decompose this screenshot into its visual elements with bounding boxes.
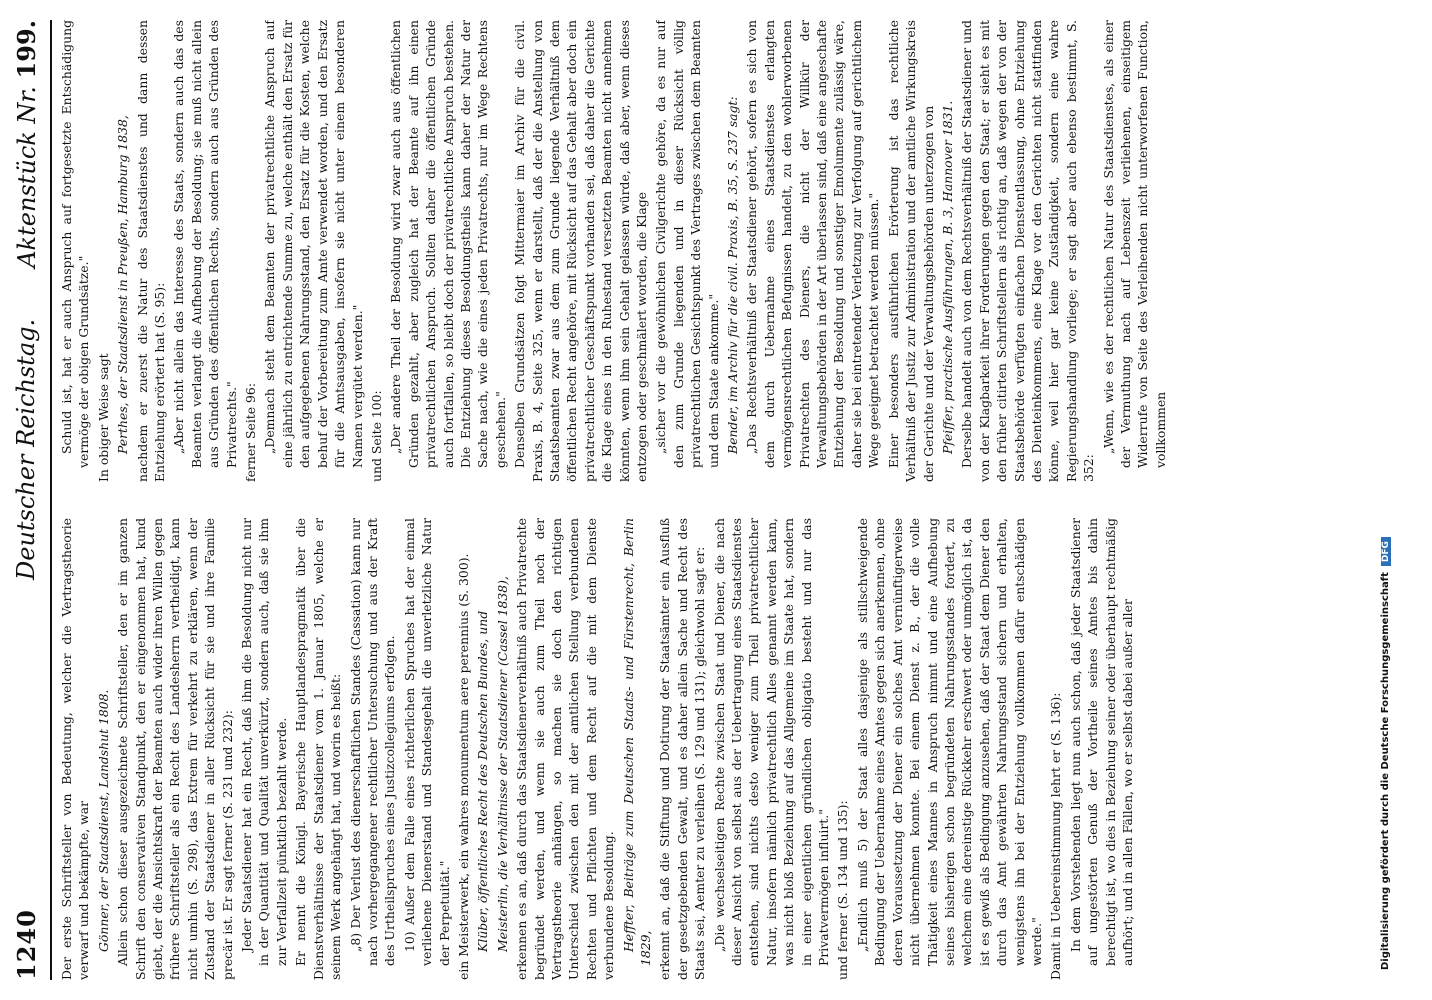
paragraph: Der erste Schriftsteller von Bedeutung, welcher die Vertragstheorie verwarf und bekämpfte, war (59, 518, 92, 980)
right-column (58, 20, 1394, 482)
quote: „Der andere Theil der Besoldung wird zwar auch aus öffentlichen Gründen gezahlt, aber zugleich hat der Beamte auf ihn einen privatrechtlichen Anspruch. Sollten daher die öffentlichen Gründe auch fortfallen, so bleibt doch der privatrechtliche Anspruch bestehen. Die Entziehung dieses Besoldungstheils kann daher der Natur der Sache nach, wie die eines jeden Privatrechts, nur im Wege Rechtens geschehen." (388, 20, 508, 468)
paragraph: erkennt an, daß die Stiftung und Dotirung der Staatsämter ein Ausfluß der gesetzgebenden Gewalt, und es daher allein Sache und Recht des Staats sei, Aemter zu verleihen (S. 129 und 131); gleichwohl sagt er: (657, 518, 708, 980)
document-reference (12, 20, 41, 268)
paragraph: erkennen es an, daß durch das Staatsdienerverhältniß auch Privatrechte begründet werden, und wenn sie auch zum Theil noch der Vertragstheorie anhängen, so machen sie doch den richtigen Unterschied zwischen den mit der amtlichen Stellung verbundenen Rechten und Pflichten und dem Recht auf die mit dem Dienste verbundene Besoldung. (514, 518, 617, 980)
left-column (58, 518, 1394, 980)
document-reference-number: 199. (12, 20, 41, 79)
quote: „Das Rechtsverhältniß der Staatsdiener gehört, sofern es sich von dem durch Uebernahme eines Staatsdienstes erlangten vermögensrechtlichen Befugnissen handelt, zu den wohlerworbenen Privatrechten des Dieners, die nicht der Willkür der Verwaltungsbehörden in der Art überlassen sind, daß eine angeschafte Entziehung der Besoldung und sonstiger Emolumente zulässig wäre, daher sie bei eintretender Verletzung zur Verfolgung auf gerichtlichem Wege geeignet betrachtet werden müssen." (744, 20, 882, 468)
citation: Klüber, öffentliches Recht des Deutschen Bundes, und (475, 610, 491, 952)
page-number: 1240 (12, 909, 41, 980)
quote: „Demnach steht dem Beamten der privatrechtliche Anspruch auf eine jährlich zu entrichtende Summe zu, welche enthält den Ersatz für den aufgegebenen Nahrungsstand, den Ersatz für die Kosten, welche behuf der Vorbereitung zum Amte verwendet worden, und den Ersatz für die Amtsausgaben, insofern sie nicht unter einem besonderen Namen vergütet werden." (262, 20, 365, 468)
paragraph: Damit in Uebereinstimmung lehrt er (S. 136): (1048, 692, 1064, 980)
dfg-logo: DFG (1381, 537, 1391, 566)
running-title: Deutscher Reichstag. (12, 318, 40, 580)
citation: Perthes, der Staatsdienst in Preußen, Hamburg 1838, (115, 115, 131, 454)
page-header (6, 20, 52, 980)
paragraph: ferner Seite 96: (243, 383, 259, 482)
paragraph: Derselbe handelt auch von dem Rechtsverhältniß der Staatsdiener und von der Klagbarkeit ihrer Forderungen gegen den Staat; er sieht es mit den früher citirten Schriftstellern als richtig an, daß wegen der von der Staatsbehörde verfügten einfachen Dienstentlassung, ohne Entziehung des Dienteinkommens, eine Klage vor den Gerichten nicht stattfinden könne, weil hier gar keine Zuständigkeit, sondern eine wahre Regierungshandlung vorliege; er sagt aber auch ebenso bestimmt, S. 352: (959, 20, 1097, 482)
quote: „Endlich muß 5) der Staat alles dasjenige als stillschweigende Bedingung der Uebernahme eines Amtes gegen sich anerkennen, ohne deren Voraussetzung der Diener ein solches Amt vernünftigerweise nicht übernehmen konnte. Bei einem Dienst z. B., der die volle Thätigkeit eines Mannes in Anspruch nimmt und eine Aufhebung seines bisherigen schon begründeten Nahrungsstandes fordert, zu welchem eine dereinstige Rückkehr erschwert oder unmöglich ist, da ist es gewiß als Bedingung anzusehen, daß der Staat dem Diener den durch das Amt gewährten Nahrungsstand sichern und erhalten, wenigstens ihn bei der Entziehung vollkommen dafür entschädigen werde." (854, 518, 1044, 966)
paragraph: und Seite 100: (368, 390, 384, 482)
citation: Pfeiffer, practische Ausführungen, B. 3, Hannover 1831. (939, 100, 955, 454)
quote: „Wenn, wie es der rechtlichen Natur des Staatsdienstes, als einer der Vermuthung nach auf Lebenszeit verliehenen, einseitigem Widerrufe von Seite des Verleihenden nicht unterworfenen Function, vollkommen (1100, 20, 1168, 468)
paragraph: Er nennt die Königl. Bayerische Hauptlandespragmatik über die Dienstverhältnisse der Staatsdiener vom 1. Januar 1805, welche er seinem Werk angehängt hat, und worin es heißt: (293, 518, 344, 980)
paragraph: In obiger Weise sagt (95, 353, 111, 482)
quote: „Aber nicht allein das Interesse des Staats, sondern auch das des Beamten verlangt die Aufhebung der Besoldung; sie muß nicht allein aus Gründen des öffentlichen Rechts, sondern auch aus Gründen des Privatrechts." (171, 20, 239, 468)
citation: Meisterlin, die Verhältnisse der Staatsdiener (Cassel 1838), (494, 576, 510, 952)
paragraph: Einer besonders ausführlichen Erörterung ist das rechtliche Verhältniß der Justiz zur Administration und der amtliche Wirkungskreis der Gerichte und der Verwaltungsbehörden unterzogen von (885, 20, 936, 482)
text-columns (58, 20, 1394, 980)
citation: Gönner, der Staatsdienst, Landshut 1808. (95, 689, 111, 952)
quote: „sicher vor die gewöhnlichen Civilgerichte gehöre, da es nur auf den zum Grunde liegenden und in dieser Rücksicht völlig privatrechtlichen Gesichtspunkt des Vertrages zwischen dem Beamten und dem Staate ankomme." (653, 20, 721, 468)
paragraph: nachdem er zuerst die Natur des Staatsdienstes und dann dessen Entziehung erörtert hat (S. 95): (134, 20, 168, 482)
paragraph: Allein schon dieser ausgezeichnete Schriftsteller, den er im ganzen Schrift den conservativen Standpunkt, den er eingenommen hat, kund giebt, der die Ansichtskraft der Beamten auch wider ihren Willen gegen frühere Schriftsteller als ein Recht des Landesherrn vertheidigt, kann nicht umhin (S. 298), das Extrem für verkehrt zu erklären, wenn der Zustand der Staatsdiener in aller Rücksicht für sie und ihre Familie precär ist. Er sagt ferner (S. 231 und 232): (115, 518, 235, 980)
quote: Schuld ist, hat er auch Anspruch auf fortgesetzte Entschädigung vermöge der obigen Grundsätze." (59, 20, 92, 468)
quote: Jeder Staatsdiener hat ein Recht, daß ihm die Besoldung nicht nur in der Quantität und Qualität unverkürzt, sondern auch, daß sie ihm zur Verfallzeit pünktlich bezahlt werde. (239, 518, 289, 966)
paragraph: ein Meisterwerk, ein wahres monumentum aere perennius (S. 300). (455, 553, 471, 980)
credit-text: Digitalisierung gefördert durch die Deutsche Forschungsgemeinschaft (1380, 572, 1391, 970)
citation: Bender, im Archiv für die civil. Praxis, B. 35, S. 237 sagt: (725, 96, 741, 454)
quote: 10) Außer dem Falle eines richterlichen Spruches hat der einmal verliehene Dienerstand und Standesgehalt die unverletzliche Natur der Perpetuität." (401, 518, 452, 966)
quote: In dem Vorstehenden liegt nun auch schon, daß jeder Staatsdiener auf ungestörten Genuß der Vortheile seines Amtes bis dahin berechtigt ist, wo dies in Beziehung seiner oder überhaupt rechtmäßig aufhört; und in allen Fällen, wo er selbst dabei außer aller (1067, 518, 1135, 966)
document-reference-label: Aktenstück Nr. (13, 86, 41, 268)
quote: „8) Der Verlust des dienerschaftlichen Standes (Cassation) kann nur nach vorhergegangener rechtlicher Untersuchung und aus der Kraft des Urtheilspruches eines Justizcollegiums erfolgen. (347, 518, 398, 966)
citation: Heffter, Beiträge zum Deutschen Staats- und Fürstenrecht, Berlin 1829, (620, 518, 653, 966)
digitization-credit (1380, 30, 1394, 970)
quote: „Die wechselseitigen Rechte zwischen Staat und Diener, die nach dieser Ansicht von selbst aus der Uebertragung eines Staatsdienstes entstehen, sind nichts desto weniger zum Theil privatrechtlicher Natur, insofern nämlich privatrechtlich Alles genannt werden kann, was nicht bloß Beziehung auf das Allgemeine im Staate hat, sondern in einer eigentlichen gründlichen obligatio besteht und nur das Privatvermögen influirt." (711, 518, 832, 966)
paragraph: Denselben Grundsätzen folgt Mittermaier im Archiv für die civil. Praxis, B. 4, Seite 325, wenn er darstellt, daß der die Anstellung von Staatsbeamten zwar aus dem zum Grunde liegende Verhältniß dem öffentlichen Recht angehöre, mit Rücksicht auf das Gehalt aber doch ein privatrechtlicher Geschäftspunkt vorhanden sei, daß daher die Gerichte die Klage eines in den Ruhestand versetzten Beamten nicht annehmen könnten, wenn ihm sein Gehalt gelassen würde, daß aber, wenn dieses entzogen oder geschmälert worden, die Klage (512, 20, 649, 482)
paragraph: und ferner (S. 134 und 135): (835, 800, 851, 980)
